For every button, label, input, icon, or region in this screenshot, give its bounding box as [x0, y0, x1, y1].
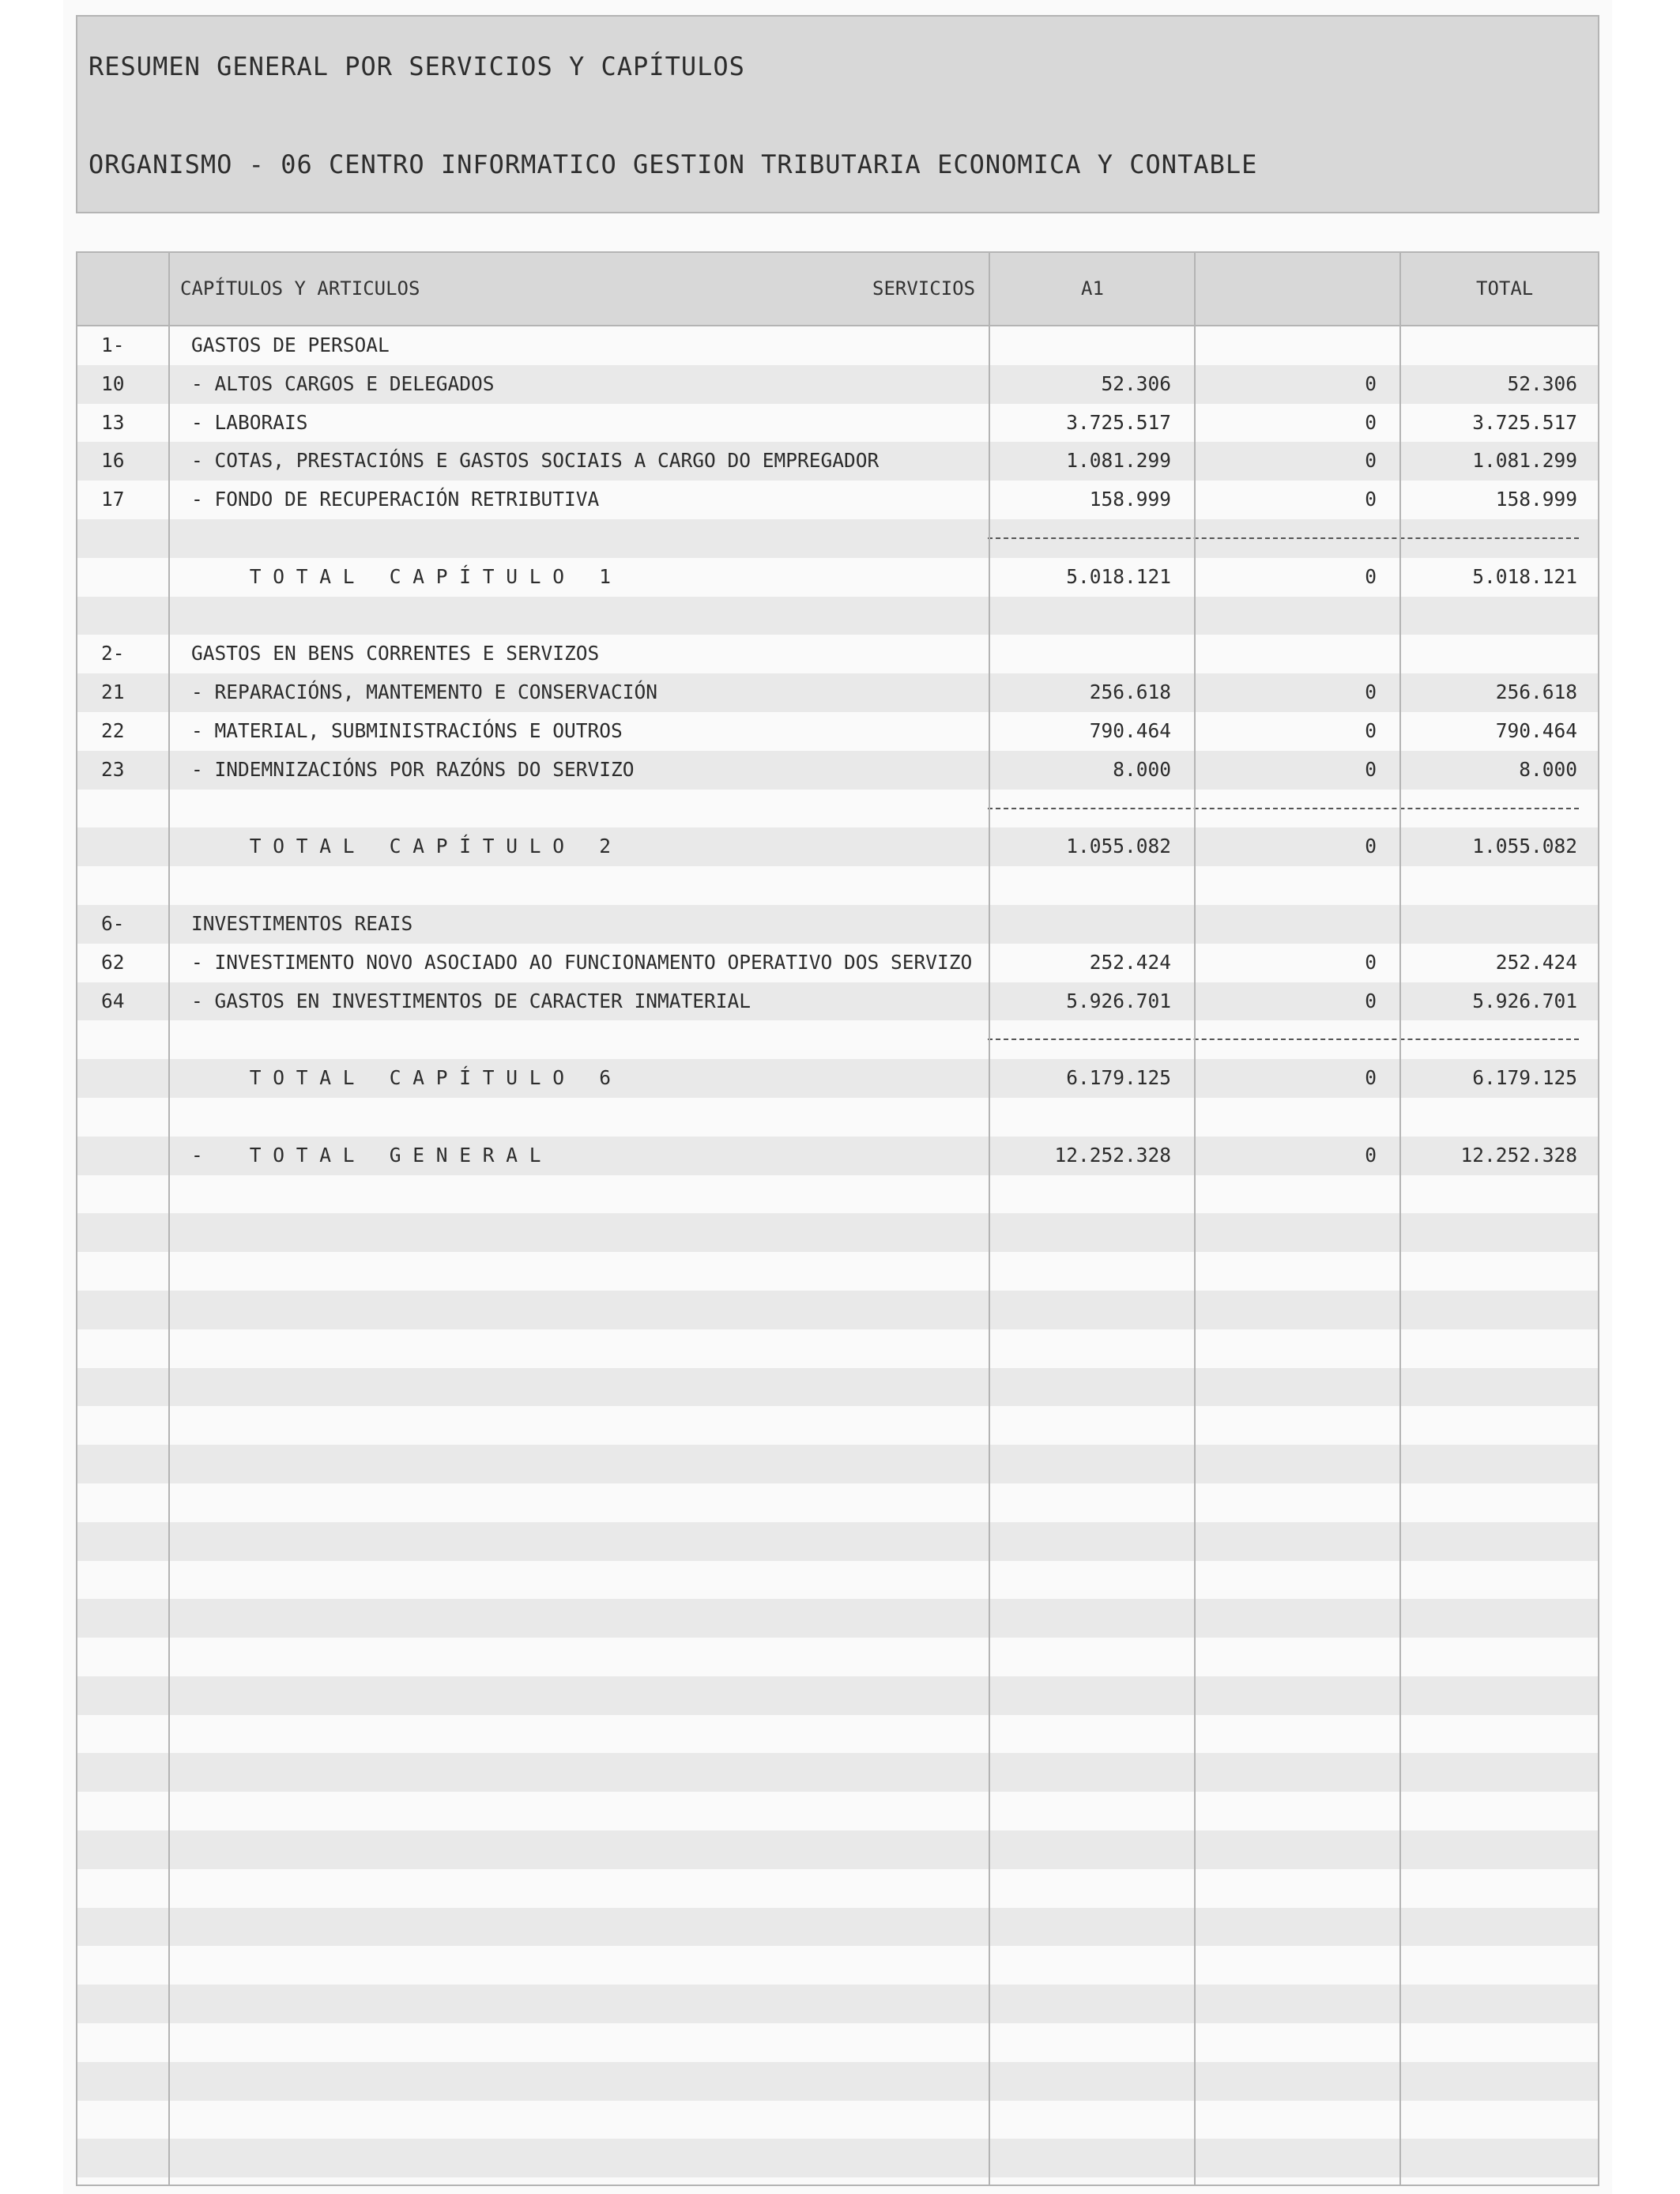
table-row: [77, 905, 1598, 944]
row-code: 23: [101, 757, 125, 781]
row-col2-value: 0: [1365, 950, 1377, 974]
row-total-value: 5.926.701: [1472, 989, 1577, 1012]
table-row: [77, 790, 1598, 828]
table-row: [77, 1059, 1598, 1098]
report-header: [76, 15, 1599, 213]
table-row: [77, 519, 1598, 558]
row-a1-value: 8.000: [1113, 757, 1171, 781]
row-col2-value: 0: [1365, 757, 1377, 781]
table-row: [77, 1715, 1598, 1754]
row-description: - MATERIAL, SUBMINISTRACIÓNS E OUTROS: [191, 718, 623, 742]
row-col2-value: 0: [1365, 410, 1377, 434]
row-a1-value: 1.081.299: [1066, 449, 1171, 473]
table-row: [77, 2062, 1598, 2101]
table-row: [77, 1175, 1598, 1214]
table-row: [77, 1522, 1598, 1561]
row-description: - LABORAIS: [191, 410, 308, 434]
row-code: 16: [101, 449, 125, 473]
table-row: [77, 597, 1598, 635]
row-a1-value: 158.999: [1089, 488, 1171, 511]
row-col2-value: 0: [1365, 1066, 1377, 1090]
row-description: - T O T A L G E N E R A L: [191, 1143, 541, 1167]
table-row: [77, 1213, 1598, 1252]
table-row: [77, 712, 1598, 751]
row-total-value: 8.000: [1519, 757, 1577, 781]
row-col2-value: 0: [1365, 1143, 1377, 1167]
row-description: T O T A L C A P Í T U L O 1: [191, 564, 612, 588]
subtotal-divider: [988, 1039, 1579, 1040]
table-row: [77, 1137, 1598, 1175]
row-code: 21: [101, 680, 125, 704]
table-row: [77, 1445, 1598, 1483]
row-a1-value: 256.618: [1089, 680, 1171, 704]
table-row: [77, 944, 1598, 982]
table-row: [77, 751, 1598, 790]
row-total-value: 252.424: [1495, 950, 1577, 974]
row-a1-value: 12.252.328: [1054, 1143, 1171, 1167]
row-col2-value: 0: [1365, 564, 1377, 588]
column-header-a1: A1: [1081, 277, 1104, 300]
table-row: [77, 635, 1598, 673]
column-divider: [1194, 253, 1196, 2185]
row-a1-value: 252.424: [1089, 950, 1171, 974]
row-total-value: 12.252.328: [1460, 1143, 1577, 1167]
table-row: [77, 1869, 1598, 1908]
column-divider: [1399, 253, 1401, 2185]
budget-table: [76, 251, 1599, 2186]
row-description: - FONDO DE RECUPERACIÓN RETRIBUTIVA: [191, 488, 600, 511]
row-description: - GASTOS EN INVESTIMENTOS DE CARACTER INMATERIAL: [191, 989, 751, 1012]
organism-title: ORGANISMO - 06 CENTRO INFORMATICO GESTION TRIBUTARIA ECONOMICA Y CONTABLE: [89, 149, 1258, 179]
row-description: GASTOS DE PERSOAL: [191, 334, 390, 356]
row-total-value: 5.018.121: [1472, 564, 1577, 588]
table-row: [77, 558, 1598, 597]
row-description: GASTOS EN BENS CORRENTES E SERVIZOS: [191, 642, 600, 665]
row-total-value: 1.081.299: [1472, 449, 1577, 473]
table-row: [77, 1908, 1598, 1947]
row-description: INVESTIMENTOS REAIS: [191, 911, 413, 935]
table-row: [77, 1946, 1598, 1985]
row-col2-value: 0: [1365, 449, 1377, 473]
table-row: [77, 1753, 1598, 1792]
row-a1-value: 1.055.082: [1066, 835, 1171, 858]
table-row: [77, 2101, 1598, 2139]
table-row: [77, 1985, 1598, 2023]
row-col2-value: 0: [1365, 371, 1377, 395]
table-row: [77, 1368, 1598, 1407]
table-header: [77, 253, 1598, 326]
row-code: 10: [101, 371, 125, 395]
subtotal-divider: [988, 808, 1579, 809]
row-code: 62: [101, 950, 125, 974]
table-row: [77, 1329, 1598, 1368]
row-code: 64: [101, 989, 125, 1012]
table-row: [77, 1098, 1598, 1137]
row-total-value: 1.055.082: [1472, 835, 1577, 858]
table-row: [77, 1252, 1598, 1291]
table-row: [77, 481, 1598, 519]
table-row: [77, 2023, 1598, 2062]
table-row: [77, 442, 1598, 481]
row-total-value: 6.179.125: [1472, 1066, 1577, 1090]
column-header-services: SERVICIOS: [872, 277, 976, 300]
row-a1-value: 790.464: [1089, 718, 1171, 742]
subtotal-divider: [988, 537, 1579, 539]
row-col2-value: 0: [1365, 488, 1377, 511]
row-code: 17: [101, 488, 125, 511]
table-row: [77, 1676, 1598, 1715]
row-a1-value: 3.725.517: [1066, 410, 1171, 434]
table-row: [77, 1830, 1598, 1869]
row-description: T O T A L C A P Í T U L O 2: [191, 835, 612, 858]
table-row: [77, 365, 1598, 404]
row-total-value: 158.999: [1495, 488, 1577, 511]
row-code: 13: [101, 410, 125, 434]
table-row: [77, 982, 1598, 1021]
table-body: [77, 326, 1598, 2177]
row-code: 6-: [101, 911, 125, 935]
table-row: [77, 1483, 1598, 1522]
row-total-value: 256.618: [1495, 680, 1577, 704]
row-col2-value: 0: [1365, 835, 1377, 858]
row-description: - REPARACIÓNS, MANTEMENTO E CONSERVACIÓN: [191, 680, 658, 704]
row-total-value: 52.306: [1507, 371, 1577, 395]
table-row: [77, 326, 1598, 365]
table-row: [77, 1561, 1598, 1600]
report-title: RESUMEN GENERAL POR SERVICIOS Y CAPÍTULOS: [89, 51, 745, 81]
row-col2-value: 0: [1365, 989, 1377, 1012]
row-description: - INDEMNIZACIÓNS POR RAZÓNS DO SERVIZO: [191, 757, 635, 781]
table-row: [77, 827, 1598, 866]
column-header-chapters: CAPÍTULOS Y ARTICULOS: [180, 277, 420, 300]
table-row: [77, 1599, 1598, 1638]
table-row: [77, 1406, 1598, 1445]
row-description: - INVESTIMENTO NOVO ASOCIADO AO FUNCIONAMENTO OPERATIVO DOS SERVIZO: [191, 950, 973, 974]
column-header-total: TOTAL: [1476, 277, 1534, 300]
row-a1-value: 6.179.125: [1066, 1066, 1171, 1090]
row-code: 22: [101, 718, 125, 742]
row-col2-value: 0: [1365, 680, 1377, 704]
column-divider: [168, 253, 170, 2185]
table-row: [77, 1020, 1598, 1059]
table-row: [77, 1792, 1598, 1830]
table-row: [77, 404, 1598, 443]
row-a1-value: 5.018.121: [1066, 564, 1171, 588]
row-a1-value: 52.306: [1101, 371, 1171, 395]
table-row: [77, 673, 1598, 712]
row-description: T O T A L C A P Í T U L O 6: [191, 1066, 612, 1090]
row-description: - COTAS, PRESTACIÓNS E GASTOS SOCIAIS A CARGO DO EMPREGADOR: [191, 449, 880, 473]
column-divider: [989, 253, 990, 2185]
row-code: 1-: [101, 334, 125, 356]
row-col2-value: 0: [1365, 718, 1377, 742]
row-total-value: 790.464: [1495, 718, 1577, 742]
table-row: [77, 1291, 1598, 1329]
table-row: [77, 2139, 1598, 2177]
table-row: [77, 1638, 1598, 1676]
row-description: - ALTOS CARGOS E DELEGADOS: [191, 371, 495, 395]
row-total-value: 3.725.517: [1472, 410, 1577, 434]
row-a1-value: 5.926.701: [1066, 989, 1171, 1012]
table-row: [77, 866, 1598, 905]
row-code: 2-: [101, 642, 125, 665]
